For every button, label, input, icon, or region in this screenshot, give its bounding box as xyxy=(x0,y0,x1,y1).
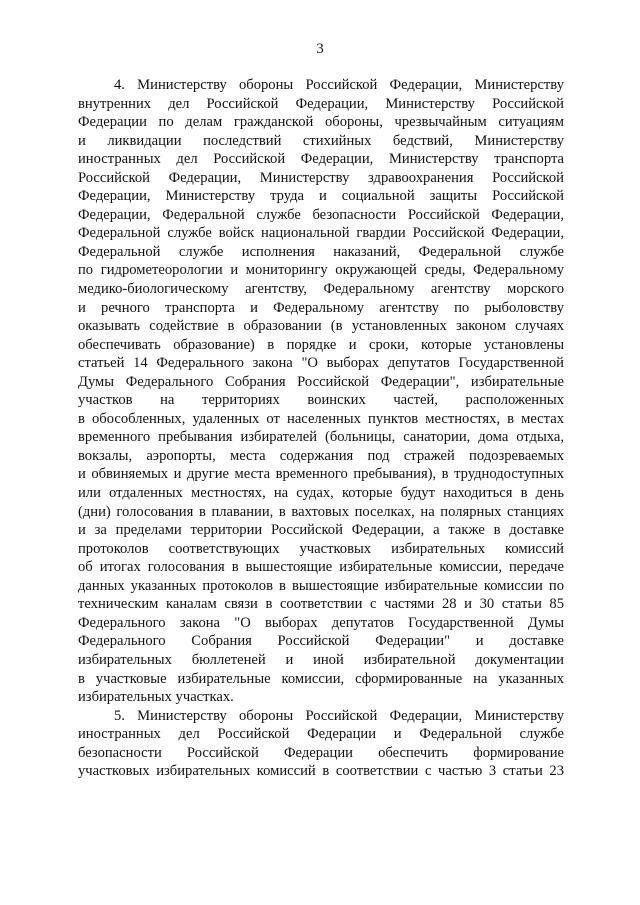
text-line: техническим каналам связи в соответствии с частями 28 и 30 статьи 85 xyxy=(78,596,564,613)
document-body xyxy=(78,76,564,781)
text-line: Федерации по делам гражданской обороны, чрезвычайным ситуациям xyxy=(78,114,564,131)
text-line: протоколов соответствующих участковых избирательных комиссий xyxy=(78,540,564,557)
text-line: обеспечивать образование) в порядке и сроки, которые установлены xyxy=(78,336,564,353)
text-line: данных указанных протоколов в вышестоящие избирательные комиссии по xyxy=(78,577,564,594)
text-line: и речного транспорта и Федеральному агентству по рыболовству xyxy=(78,299,564,316)
paragraph-5 xyxy=(78,707,564,781)
text-line: вокзалы, аэропорты, места содержания под стражей подозреваемых xyxy=(78,447,564,464)
text-line: (дни) голосования в плавании, в вахтовых поселках, на полярных станциях xyxy=(78,503,564,520)
text-line: 5. Министерству обороны Российской Федерации, Министерству xyxy=(114,707,564,724)
text-line: Федерации, Федеральной службе безопасности Российской Федерации, xyxy=(78,206,564,223)
text-line: медико-биологическому агентству, Федеральному агентству морского xyxy=(78,281,564,298)
text-line: об итогах голосования в вышестоящие избирательные комиссии, передаче xyxy=(78,559,564,576)
text-line: внутренних дел Российской Федерации, Министерству Российской xyxy=(78,95,564,112)
text-line: Российской Федерации, Министерству здравоохранения Российской xyxy=(78,169,564,186)
text-line: в участковые избирательные комиссии, сформированные на указанных xyxy=(78,670,564,687)
text-line: Федеральной службе войск национальной гвардии Российской Федерации, xyxy=(78,225,564,242)
text-line: Федерации, Министерству труда и социальной защиты Российской xyxy=(78,188,564,205)
text-line: по гидрометеорологии и мониторингу окружающей среды, Федеральному xyxy=(78,262,564,279)
page-number: 3 xyxy=(316,41,324,57)
text-line: в обособленных, удаленных от населенных пунктов местностях, в местах xyxy=(78,410,564,427)
text-line: и обвиняемых и другие места временного пребывания), в труднодоступных xyxy=(78,466,564,483)
text-line: временного пребывания избирателей (больницы, санатории, дома отдыха, xyxy=(78,429,564,446)
text-line: участковых избирательных комиссий в соответствии с частью 3 статьи 23 xyxy=(78,763,564,780)
text-line: или отдаленных местностях, на судах, которые будут находиться в день xyxy=(78,485,564,502)
text-line: и за пределами территории Российской Федерации, а также в доставке xyxy=(78,522,564,539)
text-line: и ликвидации последствий стихийных бедствий, Министерству xyxy=(78,132,564,149)
text-line: избирательных участках. xyxy=(78,689,234,706)
text-line: оказывать содействие в образовании (в установленных законом случаях xyxy=(78,318,564,335)
text-line: избирательных бюллетеней и иной избирательной документации xyxy=(78,651,564,668)
text-line: иностранных дел Российской Федерации, Министерству транспорта xyxy=(78,151,564,168)
paragraph-4 xyxy=(78,76,564,707)
text-line: Думы Федерального Собрания Российской Федерации", избирательные xyxy=(78,373,564,390)
text-line: участков на территориях воинских частей, расположенных xyxy=(78,392,564,409)
text-line: иностранных дел Российской Федерации и Федеральной службе xyxy=(78,726,564,743)
text-line: 4. Министерству обороны Российской Федерации, Министерству xyxy=(114,77,564,93)
text-line: статьей 14 Федерального закона "О выборах депутатов Государственной xyxy=(78,355,564,372)
text-line: Федерального Собрания Российской Федерации" и доставке xyxy=(78,633,564,650)
text-line: безопасности Российской Федерации обеспечить формирование xyxy=(78,744,564,761)
text-line: Федерального закона "О выборах депутатов Государственной Думы xyxy=(78,614,564,631)
text-line: Федеральной службе исполнения наказаний, Федеральной службе xyxy=(78,243,564,260)
